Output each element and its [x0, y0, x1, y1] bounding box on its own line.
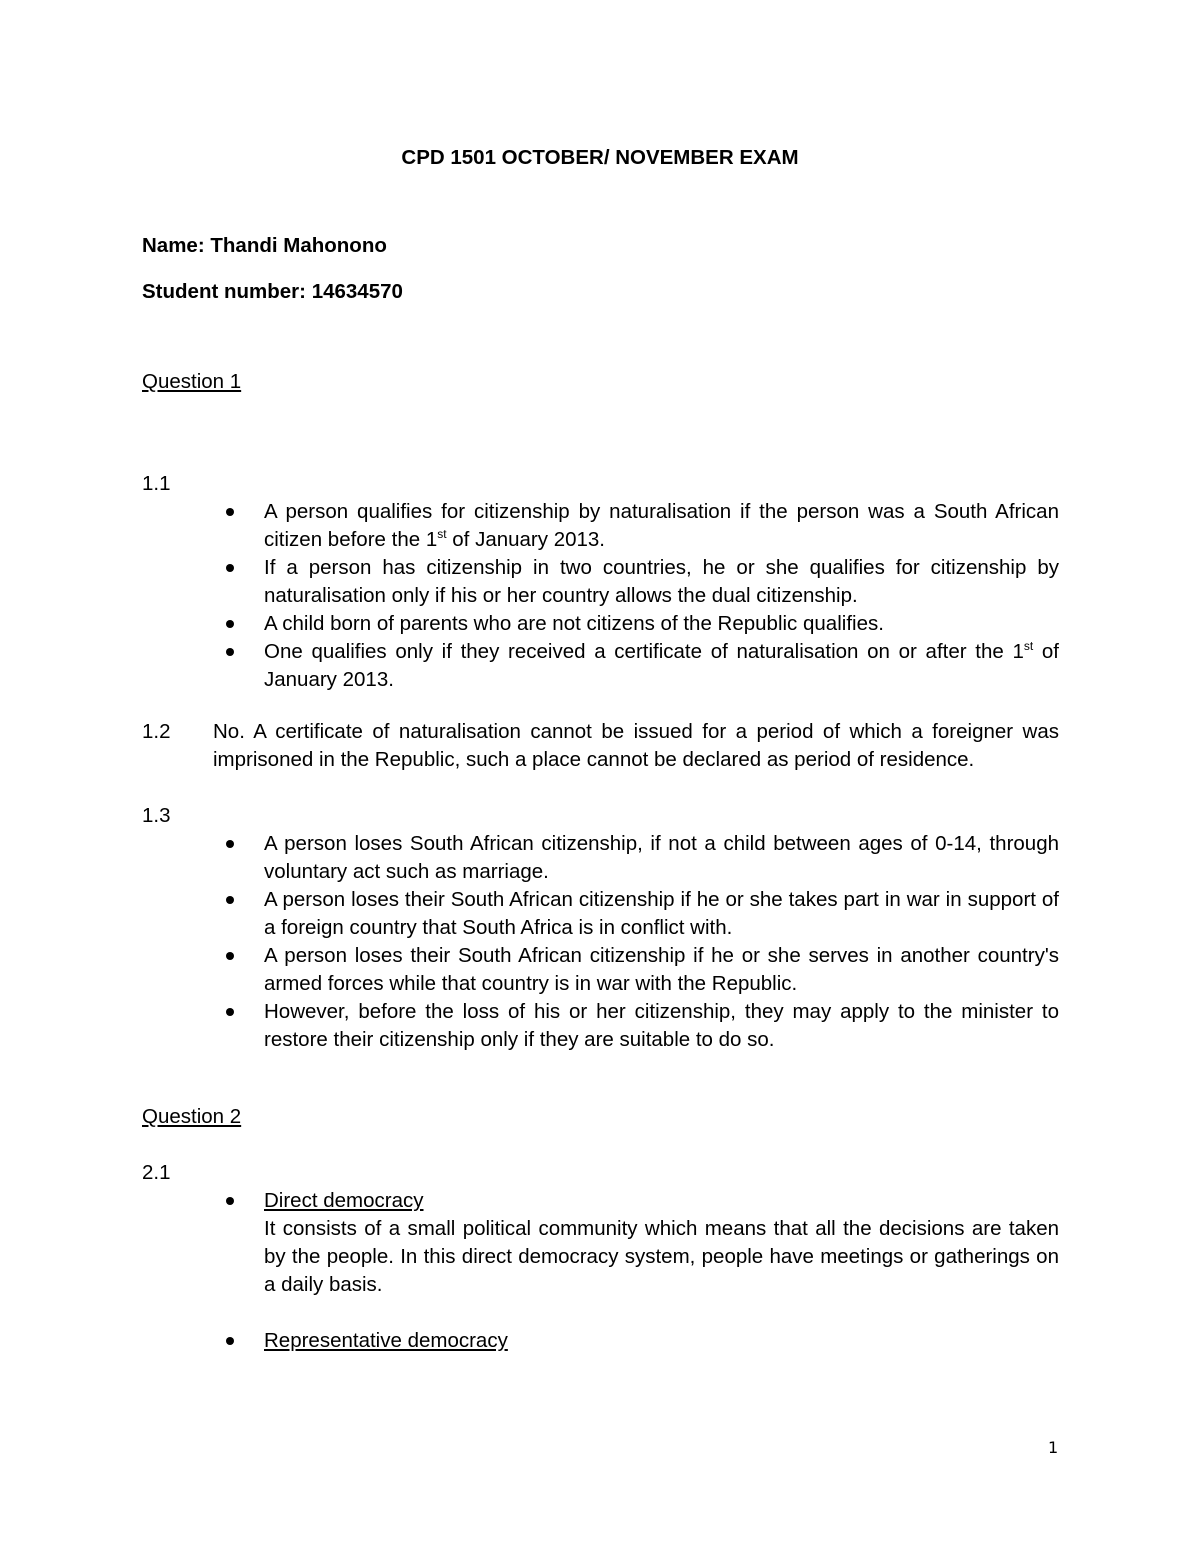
list-item: One qualifies only if they received a certificate of naturalisation on or after the 1st of January 2013.	[264, 638, 1059, 694]
question-1-1-list	[264, 498, 1059, 694]
question-1-1-number: 1.1	[142, 472, 171, 495]
list-item: A child born of parents who are not citizens of the Republic qualifies.	[264, 610, 1059, 638]
direct-democracy-text: It consists of a small political community which means that all the decisions are taken by the people. In this direct democracy system, people have meetings or gatherings on a daily basis.	[264, 1217, 1059, 1296]
question-1-3-number: 1.3	[142, 804, 171, 827]
student-number-label: Student number:	[142, 280, 306, 303]
question-2-heading: Question 2	[142, 1105, 242, 1128]
name-line	[142, 232, 387, 260]
list-item: A person loses their South African citizenship if he or she serves in another country's armed forces while that country is in war with the Republic.	[264, 942, 1059, 998]
name-label: Name:	[142, 234, 205, 257]
student-number-value: 14634570	[311, 280, 403, 303]
list-item	[264, 1187, 1059, 1299]
question-2-1-number: 2.1	[142, 1161, 171, 1184]
direct-democracy-title: Direct democracy	[264, 1189, 424, 1212]
list-item	[264, 1327, 1059, 1355]
question-1-heading: Question 1	[142, 370, 242, 393]
list-item: If a person has citizenship in two countries, he or she qualifies for citizenship by naturalisation only if his or her country allows the dual citizenship.	[264, 554, 1059, 610]
list-item: A person loses their South African citizenship if he or she takes part in war in support of a foreign country that South Africa is in conflict with.	[264, 886, 1059, 942]
question-1-3-list	[264, 830, 1059, 1054]
document-title: CPD 1501 OCTOBER/ NOVEMBER EXAM	[401, 146, 799, 169]
question-1-2-answer: No. A certificate of naturalisation cannot be issued for a period of which a foreigner was imprisoned in the Republic, such a place cannot be declared as period of residence.	[213, 720, 1059, 771]
question-2-1-list	[264, 1187, 1059, 1355]
list-item: A person loses South African citizenship, if not a child between ages of 0-14, through voluntary act such as marriage.	[264, 830, 1059, 886]
representative-democracy-title: Representative democracy	[264, 1329, 508, 1352]
question-1-2-number: 1.2	[142, 720, 171, 743]
page-number: 1	[1048, 1438, 1059, 1457]
student-number-line	[142, 278, 403, 306]
name-value: Thandi Mahonono	[210, 234, 387, 257]
list-item: However, before the loss of his or her citizenship, they may apply to the minister to restore their citizenship only if they are suitable to do so.	[264, 998, 1059, 1054]
list-item: A person qualifies for citizenship by naturalisation if the person was a South African citizen before the 1st of January 2013.	[264, 498, 1059, 554]
